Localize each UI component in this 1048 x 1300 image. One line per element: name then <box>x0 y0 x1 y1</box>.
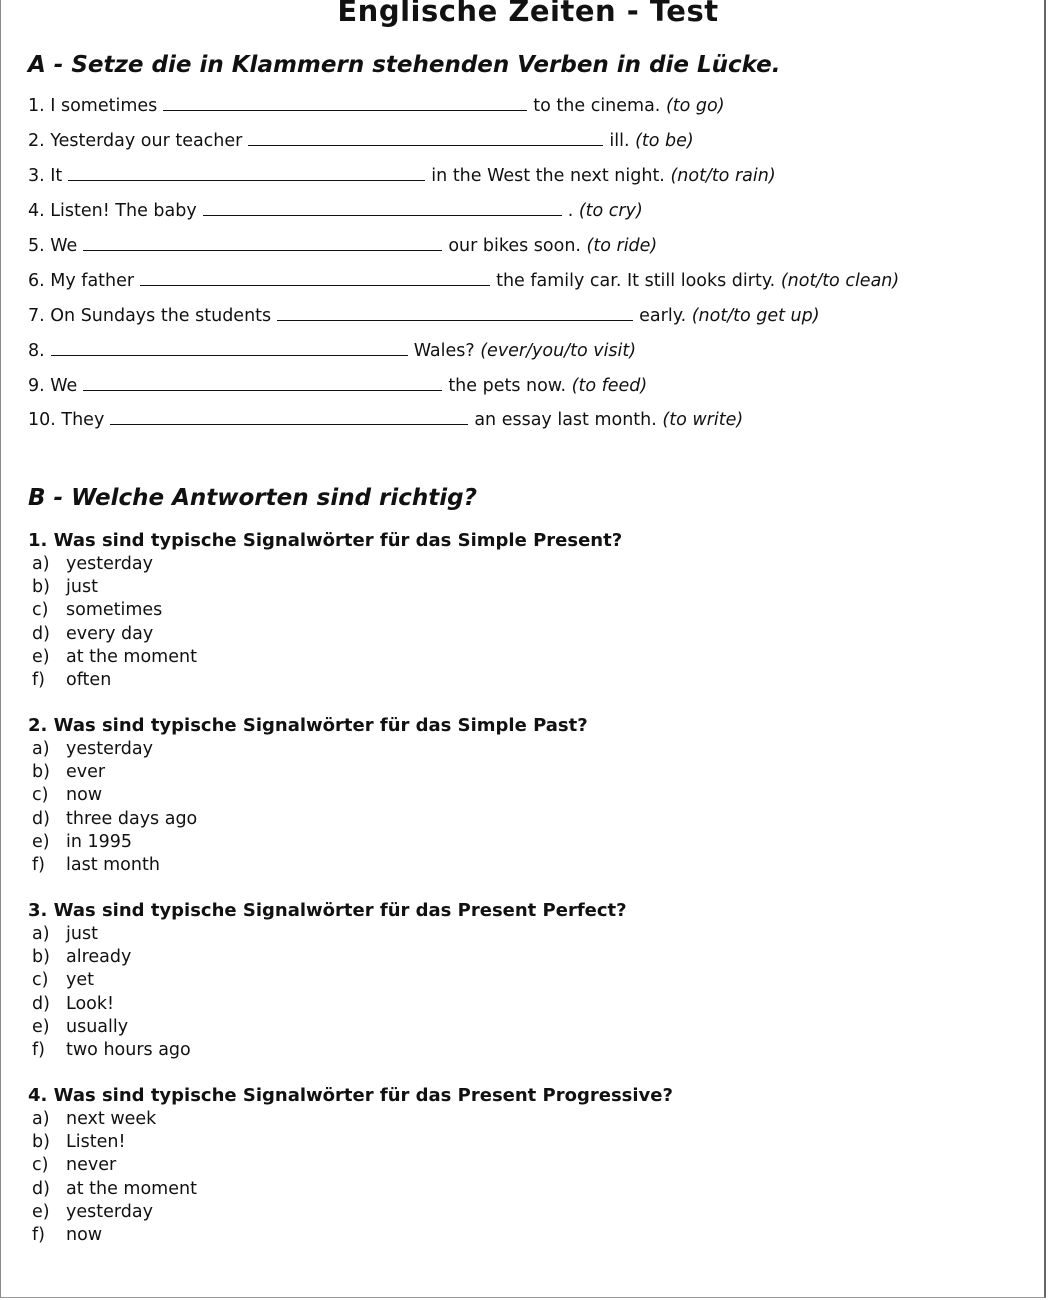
answer-option[interactable] <box>32 1131 197 1154</box>
option-letter: e) <box>32 1016 50 1037</box>
item-continuation: early. <box>639 306 692 326</box>
fill-in-item <box>28 304 820 327</box>
option-letter: e) <box>32 646 50 667</box>
answer-blank[interactable] <box>51 339 408 356</box>
option-letter: c) <box>32 785 49 806</box>
answer-option[interactable] <box>32 576 197 599</box>
answer-blank[interactable] <box>277 304 633 321</box>
option-letter: f) <box>32 854 45 875</box>
option-letter: b) <box>32 762 50 783</box>
item-prompt: 7. On Sundays the students <box>28 306 272 326</box>
answer-option[interactable] <box>32 969 191 992</box>
option-letter: a) <box>32 554 50 574</box>
answer-option[interactable] <box>32 1016 191 1039</box>
answer-option[interactable] <box>32 946 191 969</box>
fill-in-item <box>28 339 636 362</box>
verb-hint: (to go) <box>665 96 725 116</box>
answer-blank[interactable] <box>68 164 425 181</box>
question-heading: 4. Was sind typische Signalwörter für das Present Progressive? <box>28 1085 673 1106</box>
answer-blank[interactable] <box>83 234 442 251</box>
option-text: now <box>66 785 103 806</box>
verb-hint: (to write) <box>662 410 744 430</box>
page-title: Englische Zeiten - Test <box>337 0 719 28</box>
option-text: in 1995 <box>66 831 133 852</box>
option-letter: f) <box>32 1039 45 1060</box>
item-continuation: the family car. It still looks dirty. <box>496 271 781 291</box>
answer-option[interactable] <box>32 923 191 946</box>
fill-in-item <box>28 374 647 397</box>
option-letter: d) <box>32 993 50 1014</box>
fill-in-item <box>28 269 899 292</box>
option-letter: d) <box>32 623 50 644</box>
option-text: two hours ago <box>66 1039 191 1060</box>
option-text: often <box>66 669 112 690</box>
item-prompt: 3. It <box>28 166 63 186</box>
question-heading: 1. Was sind typische Signalwörter für das Simple Present? <box>28 530 623 551</box>
answer-option[interactable] <box>32 1224 197 1247</box>
section-a-heading: A - Setze die in Klammern stehenden Verben in die Lücke. <box>28 52 781 78</box>
answer-options <box>32 553 197 692</box>
option-text: Look! <box>66 993 115 1014</box>
option-letter: a) <box>32 1109 50 1129</box>
fill-in-item <box>28 234 657 257</box>
option-text: yesterday <box>66 1201 153 1222</box>
option-text: three days ago <box>66 808 198 829</box>
answer-option[interactable] <box>32 599 197 622</box>
fill-in-item <box>28 94 725 117</box>
answer-option[interactable] <box>32 1108 197 1131</box>
answer-options <box>32 1108 197 1247</box>
option-text: now <box>66 1224 103 1245</box>
option-letter: a) <box>32 924 50 944</box>
section-b-heading: B - Welche Antworten sind richtig? <box>28 485 477 511</box>
option-text: last month <box>66 854 160 875</box>
answer-blank[interactable] <box>163 94 527 111</box>
answer-option[interactable] <box>32 761 197 784</box>
answer-options <box>32 923 191 1062</box>
item-prompt: 9. We <box>28 376 78 396</box>
answer-blank[interactable] <box>140 269 490 286</box>
answer-option[interactable] <box>32 646 197 669</box>
item-prompt: 5. We <box>28 236 78 256</box>
verb-hint: (ever/you/to visit) <box>480 341 637 361</box>
fill-in-item <box>28 164 776 187</box>
option-text: just <box>66 577 98 598</box>
option-letter: c) <box>32 1155 49 1176</box>
answer-option[interactable] <box>32 738 197 761</box>
answer-option[interactable] <box>32 623 197 646</box>
answer-option[interactable] <box>32 1039 191 1062</box>
answer-option[interactable] <box>32 784 197 807</box>
answer-option[interactable] <box>32 993 191 1016</box>
answer-option[interactable] <box>32 1201 197 1224</box>
item-prompt: 1. I sometimes <box>28 96 158 116</box>
option-text: yesterday <box>66 739 153 759</box>
question-heading: 3. Was sind typische Signalwörter für das Present Perfect? <box>28 900 627 921</box>
answer-option[interactable] <box>32 1178 197 1201</box>
option-text: next week <box>66 1109 157 1129</box>
answer-blank[interactable] <box>248 129 603 146</box>
option-text: at the moment <box>66 646 197 667</box>
option-letter: e) <box>32 1201 50 1222</box>
item-continuation: our bikes soon. <box>448 236 587 256</box>
item-continuation: an essay last month. <box>474 410 663 430</box>
item-prompt: 10. They <box>28 410 105 430</box>
verb-hint: (to cry) <box>578 201 643 221</box>
answer-option[interactable] <box>32 808 197 831</box>
option-text: sometimes <box>66 600 163 621</box>
item-prompt: 4. Listen! The baby <box>28 201 197 221</box>
item-continuation: ill. <box>609 131 636 151</box>
item-continuation: to the cinema. <box>533 96 666 116</box>
question-heading: 2. Was sind typische Signalwörter für das Simple Past? <box>28 715 588 736</box>
answer-option[interactable] <box>32 669 197 692</box>
answer-blank[interactable] <box>83 374 442 391</box>
option-text: yesterday <box>66 554 153 574</box>
option-letter: f) <box>32 1224 45 1245</box>
option-letter: b) <box>32 1132 50 1153</box>
item-prompt: 8. <box>28 341 45 361</box>
verb-hint: (to ride) <box>586 236 658 256</box>
answer-options <box>32 738 197 877</box>
option-letter: d) <box>32 808 50 829</box>
verb-hint: (not/to clean) <box>780 271 900 291</box>
option-letter: b) <box>32 947 50 968</box>
verb-hint: (to be) <box>635 131 694 151</box>
option-text: usually <box>66 1016 129 1037</box>
answer-blank[interactable] <box>110 408 468 425</box>
fill-in-item <box>28 408 743 431</box>
option-text: at the moment <box>66 1178 197 1199</box>
option-text: every day <box>66 623 154 644</box>
option-letter: d) <box>32 1178 50 1199</box>
answer-option[interactable] <box>32 1154 197 1177</box>
item-prompt: 2. Yesterday our teacher <box>28 131 243 151</box>
option-text: never <box>66 1155 117 1176</box>
fill-in-item <box>28 129 694 152</box>
answer-option[interactable] <box>32 854 197 877</box>
option-letter: b) <box>32 577 50 598</box>
option-letter: f) <box>32 669 45 690</box>
item-continuation: Wales? <box>413 341 481 361</box>
item-continuation: . <box>567 201 579 221</box>
option-text: ever <box>66 762 106 783</box>
answer-option[interactable] <box>32 831 197 854</box>
item-continuation: in the West the next night. <box>431 166 671 186</box>
option-letter: c) <box>32 600 49 621</box>
answer-option[interactable] <box>32 553 197 576</box>
option-letter: a) <box>32 739 50 759</box>
option-text: already <box>66 947 132 968</box>
option-text: Listen! <box>66 1132 126 1153</box>
option-text: yet <box>66 970 94 991</box>
item-continuation: the pets now. <box>448 376 572 396</box>
verb-hint: (not/to get up) <box>691 306 820 326</box>
option-text: just <box>66 924 98 944</box>
option-letter: e) <box>32 831 50 852</box>
fill-in-item <box>28 199 643 222</box>
item-prompt: 6. My father <box>28 271 135 291</box>
option-letter: c) <box>32 970 49 991</box>
verb-hint: (not/to rain) <box>670 166 776 186</box>
answer-blank[interactable] <box>203 199 562 216</box>
verb-hint: (to feed) <box>571 376 648 396</box>
